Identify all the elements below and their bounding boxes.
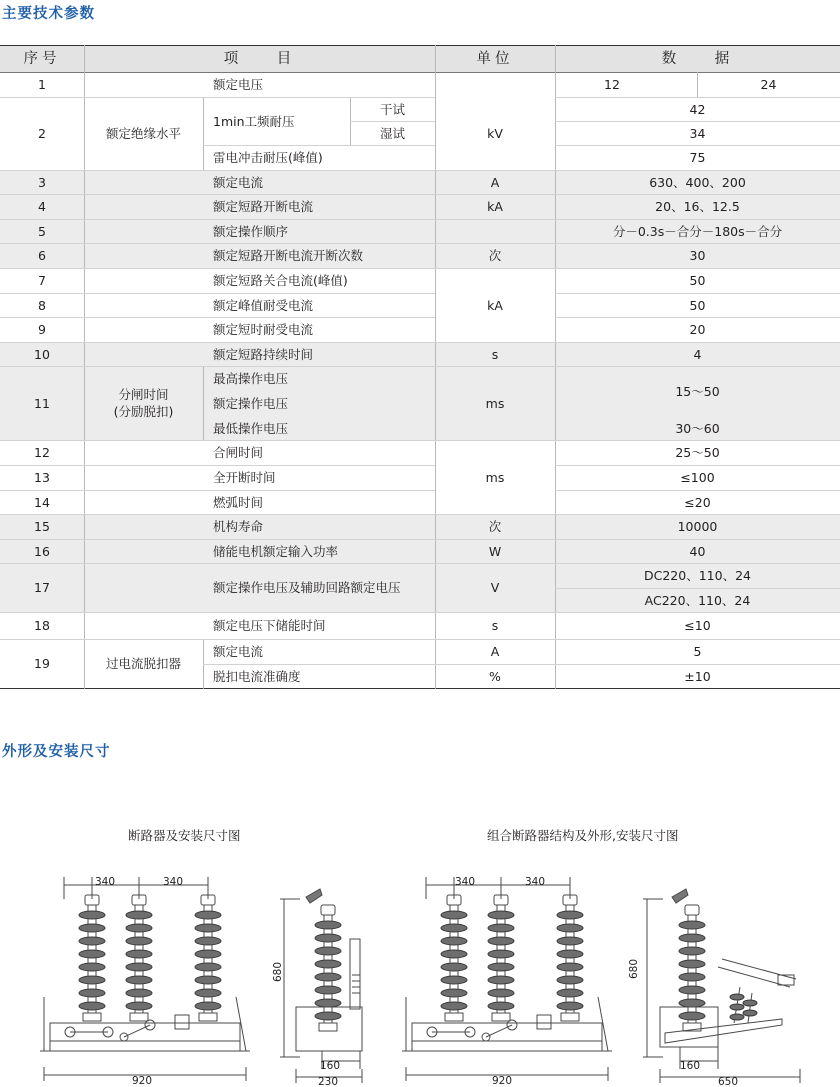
row13-item: 全开断时间 [213,470,276,485]
row5-item: 额定操作顺序 [213,223,289,239]
table-bottom-border [0,688,840,689]
row3-item: 额定电流 [213,174,264,190]
right-figure-caption: 组合断路器结构及外形,安装尺寸图 [487,828,679,843]
row2-value-wet: 34 [689,125,706,141]
dim-pitch-right-2: 340 [525,876,546,888]
row6-unit: 次 [488,248,502,263]
header-item: 项 目 [223,50,296,67]
row8-unit: kA [487,297,503,313]
row1-value-24: 24 [760,77,777,92]
row7-no: 7 [38,273,46,288]
row16-unit: W [488,543,502,559]
row4-value: 20、16、12.5 [655,199,740,214]
row2-unit: kV [487,126,503,141]
row13-no: 13 [34,470,50,485]
section-title-tech-params: 主要技术参数 [2,6,95,22]
row5-no: 5 [38,223,46,239]
row2-dry: 干试 [379,101,405,117]
row11-group-line1: 分闸时间 [118,387,169,402]
row1-item: 额定电压 [213,77,264,92]
dim-base-right: 160 [680,1060,701,1072]
row18-no: 18 [34,618,50,633]
combo-breaker-front-view [402,877,612,1081]
row11-unit: ms [485,395,505,411]
row4-item: 额定短路开断电流 [213,199,314,214]
row7-item: 额定短路关合电流(峰值) [213,273,348,288]
dim-height-left: 680 [272,961,284,982]
row19-unit-pct: % [489,668,501,684]
row1-no: 1 [38,77,46,92]
left-figure-caption: 断路器及安装尺寸图 [128,828,241,843]
row14-item: 燃弧时间 [213,494,264,510]
dimension-drawings [0,847,840,1087]
dim-pitch-left-2: 340 [163,876,184,888]
row11-sub-min: 最低操作电压 [213,420,289,436]
row16-no: 16 [34,543,50,559]
row17-no: 17 [34,580,50,595]
row11-sub-max: 最高操作电压 [213,371,289,386]
row10-no: 10 [34,346,50,362]
row18-unit: s [491,618,499,633]
row2-no: 2 [38,126,46,141]
row10-value: 4 [693,346,702,362]
row17-value-dc: DC220、110、24 [644,568,751,583]
header-no: 序号 [23,50,61,67]
header-unit: 单位 [476,50,514,67]
dim-side-width: 230 [318,1076,339,1087]
row16-value: 40 [689,543,706,559]
row9-item: 额定短时耐受电流 [213,322,314,337]
dim-base-left: 160 [320,1060,341,1072]
header-data: 数 据 [661,50,734,67]
row6-item: 额定短路开断电流开断次数 [213,248,364,263]
row5-value: 分－0.3s－合分－180s－合分 [612,223,783,239]
row11-sub-rated: 额定操作电压 [213,396,289,411]
row15-value: 10000 [677,519,718,534]
row11-group [84,366,203,440]
row2-sub-impulse: 雷电冲击耐压(峰值) [213,150,323,165]
row8-item: 额定峰值耐受电流 [213,297,314,313]
row19-sub-accuracy: 脱扣电流准确度 [213,668,301,684]
row3-unit: A [490,174,500,190]
breaker-side-view [280,889,362,1083]
row15-unit: 次 [488,519,502,534]
row19-sub-current: 额定电流 [213,644,264,659]
row2-sub-1min: 1min工频耐压 [213,113,295,129]
row11-group-line2: (分励脱扣) [113,404,174,419]
row17-item: 额定操作电压及辅助回路额定电压 [213,580,401,595]
dim-combo-side-width: 650 [718,1076,739,1087]
row7-value: 50 [689,273,706,288]
row11-value-b: 30～60 [675,420,720,436]
row13-unit: ms [485,469,505,485]
row11-value-a: 15～50 [675,383,720,399]
row3-no: 3 [38,174,46,190]
row18-value: ≤10 [684,618,711,633]
row3-value: 630、400、200 [649,174,746,190]
row6-value: 30 [689,248,706,263]
row2-value-dry: 42 [689,101,706,117]
row14-no: 14 [34,494,50,510]
row17-value-ac: AC220、110、24 [644,592,751,608]
row9-value: 20 [689,322,706,337]
row18-item: 额定电压下储能时间 [213,618,326,633]
row10-unit: s [491,346,499,362]
row19-group: 过电流脱扣器 [105,656,181,671]
dim-pitch-left-1: 340 [95,876,116,888]
row8-no: 8 [38,297,46,313]
row9-no: 9 [38,322,46,337]
row15-no: 15 [34,519,50,534]
row15-item: 机构寿命 [213,519,264,534]
row13-value: ≤100 [680,470,715,485]
row4-unit: kA [487,199,503,214]
row19-unit-a: A [490,644,500,659]
row2-value-impulse: 75 [689,150,706,165]
breaker-front-view [40,877,250,1081]
row14-value: ≤20 [684,494,711,510]
row2-wet: 湿试 [379,125,405,141]
row16-item: 储能电机额定输入功率 [213,543,339,559]
dim-width-left: 920 [132,1075,153,1087]
combo-breaker-side-view [643,889,800,1083]
row11-no: 11 [34,395,50,411]
row12-no: 12 [34,445,50,460]
row6-no: 6 [38,248,46,263]
row4-no: 4 [38,199,46,214]
row10-item: 额定短路持续时间 [213,346,314,362]
dim-height-right: 680 [628,958,640,979]
row19-value-accuracy: ±10 [684,668,711,684]
row19-no: 19 [34,656,50,671]
row12-item: 合闸时间 [213,445,264,460]
row19-value-current: 5 [693,644,702,659]
row2-group: 额定绝缘水平 [105,126,181,141]
dim-width-right: 920 [492,1075,513,1087]
section-title-dimensions: 外形及安装尺寸 [2,744,111,760]
row17-unit: V [490,580,500,595]
dim-pitch-right-1: 340 [455,876,476,888]
row1-value-12: 12 [604,77,620,92]
row8-value: 50 [689,297,706,313]
tech-params-table [0,44,840,690]
row12-value: 25～50 [675,445,720,460]
